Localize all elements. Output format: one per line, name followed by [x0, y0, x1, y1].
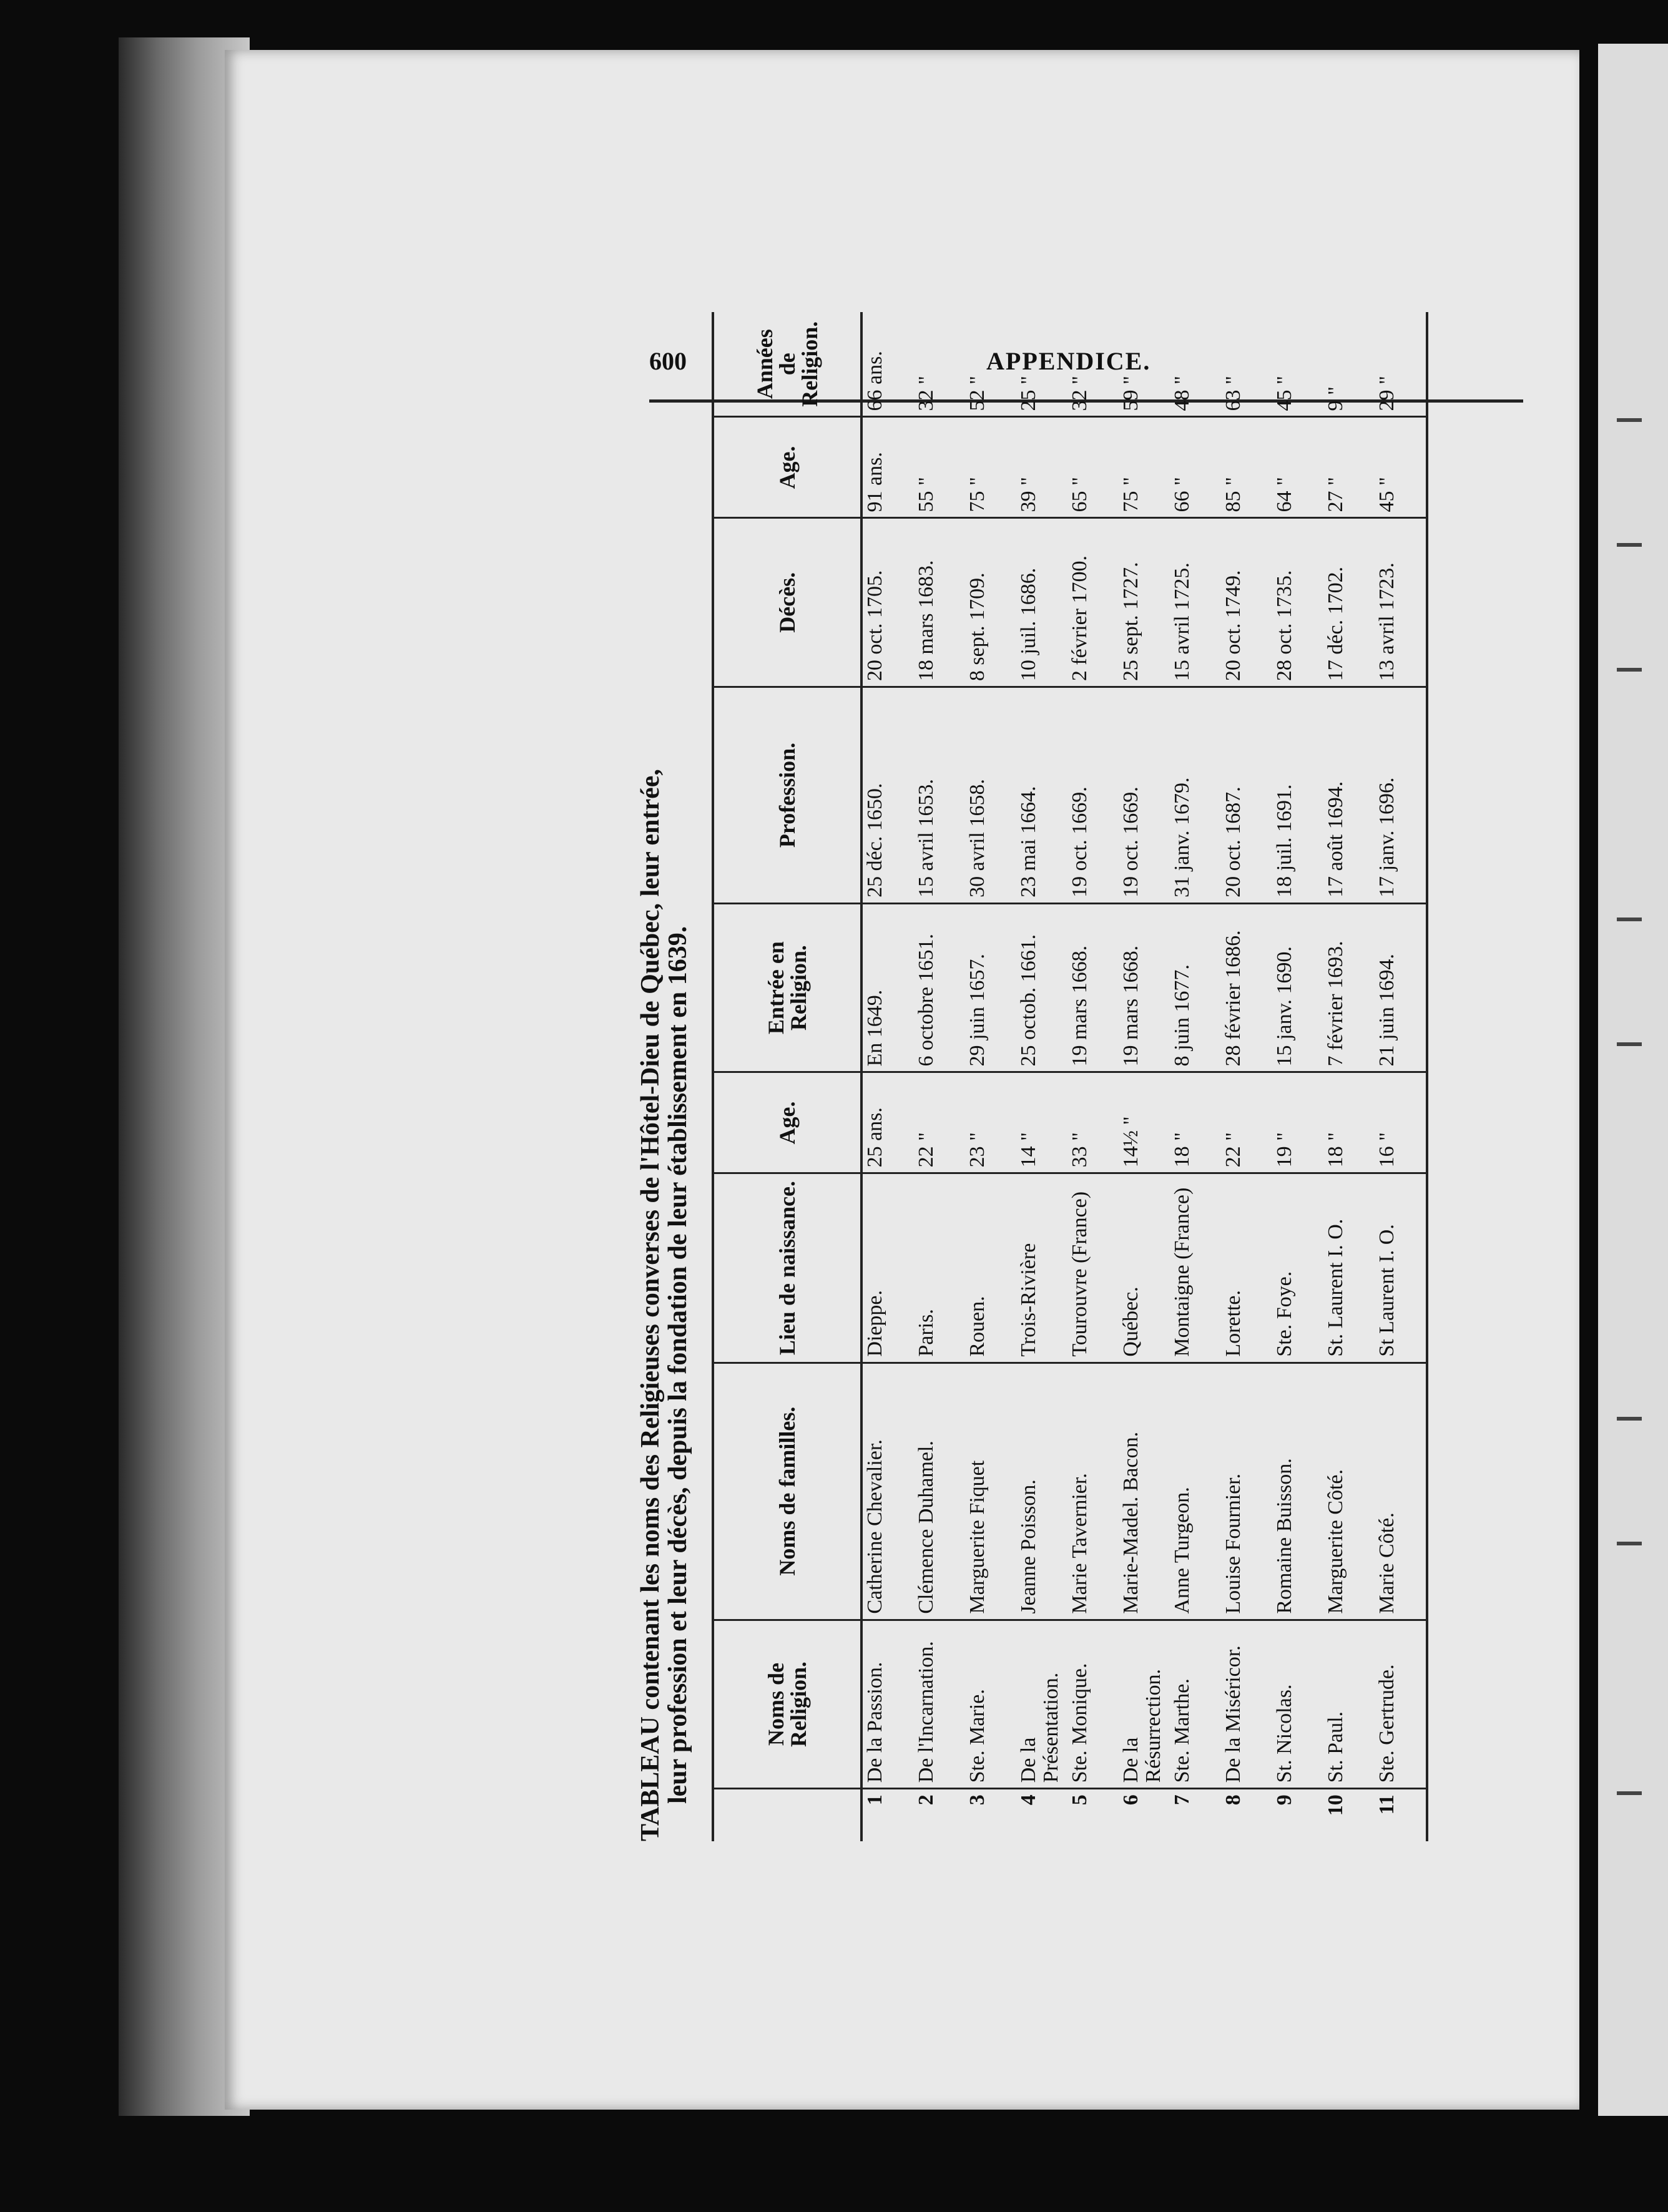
table-row [1272, 312, 1323, 1841]
cell-age-deces: 85 " [1221, 417, 1272, 518]
cell-nom-famille: Louise Fournier. [1221, 1363, 1272, 1620]
cell-annees-religion: 63 " [1222, 376, 1245, 411]
cell-deces: 25 sept. 1727. [1119, 518, 1170, 687]
cell-row-number: 8 [1221, 1789, 1272, 1841]
cell-age-entree: 22 " [914, 1072, 965, 1173]
cell-lieu-naissance: Ste. Foye. [1272, 1173, 1323, 1363]
cell-entree-religion: 28 février 1686. [1221, 903, 1272, 1072]
cell-age-entree: 22 " [1221, 1072, 1272, 1173]
cell-lieu-naissance: Paris. [914, 1173, 965, 1363]
cell-annees-religion: 9 " [1324, 386, 1347, 411]
table-row [965, 312, 1016, 1841]
cell-lieu-naissance: Montaigne (France) [1170, 1173, 1221, 1363]
cell-row-number: 4 [1016, 1789, 1067, 1841]
cell-nom-famille: Marie Côté. [1375, 1363, 1427, 1620]
cell-entree-religion: 8 juin 1677. [1170, 903, 1221, 1072]
caption-line-2: leur profession et leur décès, depuis la fondation de leur établissement en 1639. [664, 926, 692, 1804]
cell-deces: 20 oct. 1705. [861, 518, 914, 687]
cell-entree-religion: 19 mars 1668. [1067, 903, 1119, 1072]
cell-nom-famille: Marie Tavernier. [1067, 1363, 1119, 1620]
cell-entree-religion: 21 juin 1694. [1375, 903, 1427, 1072]
table-row [1170, 312, 1221, 1841]
cell-nom-religion: St. Nicolas. [1272, 1620, 1323, 1789]
cell-annees-religion: 29 " [1375, 376, 1398, 411]
cell-deces: 2 février 1700. [1067, 518, 1119, 687]
col-header-profession: Profession. [713, 687, 861, 904]
cell-deces: 28 oct. 1735. [1272, 518, 1323, 687]
table-row [914, 312, 965, 1841]
cell-deces: 20 oct. 1749. [1221, 518, 1272, 687]
cell-age-entree: 19 " [1272, 1072, 1323, 1173]
cell-row-number: 3 [965, 1789, 1016, 1841]
cell-nom-famille: Marguerite Côté. [1323, 1363, 1375, 1620]
cell-deces: 18 mars 1683. [914, 518, 965, 687]
cell-age-entree: 14½ " [1119, 1072, 1170, 1173]
cell-row-number: 5 [1067, 1789, 1119, 1841]
cell-age-deces: 27 " [1323, 417, 1375, 518]
cell-annees-religion: 32 " [915, 376, 938, 411]
cell-deces: 15 avril 1725. [1170, 518, 1221, 687]
col-header-deces: Décès. [713, 518, 861, 687]
cell-profession: 30 avril 1658. [965, 687, 1016, 904]
cell-annees-religion: 52 " [966, 376, 989, 411]
cell-nom-religion: De la Résurrection. [1119, 1620, 1170, 1789]
cell-deces: 13 avril 1723. [1375, 518, 1427, 687]
table-row [1067, 312, 1119, 1841]
cell-annees-religion: 45 " [1273, 376, 1296, 411]
cell-lieu-naissance: Lorette. [1221, 1173, 1272, 1363]
cell-nom-religion: De la Passion. [861, 1620, 914, 1789]
cell-age-entree: 25 ans. [861, 1072, 914, 1173]
cell-nom-famille: Romaine Buisson. [1272, 1363, 1323, 1620]
cell-profession: 19 oct. 1669. [1067, 687, 1119, 904]
cell-lieu-naissance: Dieppe. [861, 1173, 914, 1363]
cell-nom-religion: De la Présentation. [1016, 1620, 1067, 1789]
cell-age-deces: 91 ans. [861, 417, 914, 518]
cell-lieu-naissance: Trois-Rivière [1016, 1173, 1067, 1363]
cell-age-deces: 75 " [1119, 417, 1170, 518]
cell-nom-famille: Marie-Madel. Bacon. [1119, 1363, 1170, 1620]
cell-entree-religion: 29 juin 1657. [965, 903, 1016, 1072]
cell-row-number: 7 [1170, 1789, 1221, 1841]
cell-nom-religion: De l'Incarnation. [914, 1620, 965, 1789]
cell-profession: 18 juil. 1691. [1272, 687, 1323, 904]
cell-profession: 19 oct. 1669. [1119, 687, 1170, 904]
cell-age-entree: 14 " [1016, 1072, 1067, 1173]
cell-profession: 25 déc. 1650. [861, 687, 914, 904]
col-header-age-deces: Age. [713, 417, 861, 518]
page-number: 600 [649, 347, 687, 375]
cell-nom-famille: Marguerite Fiquet [965, 1363, 1016, 1620]
caption-line-1: TABLEAU contenant les noms des Religieuses converses de l'Hôtel-Dieu de Québec, leur entrée, [636, 769, 665, 1841]
col-header-age: Age. [713, 1072, 861, 1173]
col-header-annees: Années de Religion. [713, 312, 861, 417]
cell-age-entree: 18 " [1323, 1072, 1375, 1173]
cell-deces: 17 déc. 1702. [1323, 518, 1375, 687]
cell-nom-religion: Ste. Monique. [1067, 1620, 1119, 1789]
table-row [1221, 312, 1272, 1841]
table-row [1016, 312, 1067, 1841]
cell-age-entree: 16 " [1375, 1072, 1427, 1173]
cell-age-deces: 75 " [965, 417, 1016, 518]
cell-annees-religion: 25 " [1017, 376, 1040, 411]
rotated-table-block [637, 312, 1523, 1841]
cell-entree-religion: 25 octob. 1661. [1016, 903, 1067, 1072]
cell-row-number: 10 [1323, 1789, 1375, 1841]
cell-entree-religion: 15 janv. 1690. [1272, 903, 1323, 1072]
cell-nom-famille: Anne Turgeon. [1170, 1363, 1221, 1620]
table-row [1119, 312, 1170, 1841]
cell-row-number: 6 [1119, 1789, 1170, 1841]
cell-profession: 31 janv. 1679. [1170, 687, 1221, 904]
table-row [1375, 312, 1427, 1841]
cell-row-number: 2 [914, 1789, 965, 1841]
cell-nom-famille: Jeanne Poisson. [1016, 1363, 1067, 1620]
cell-deces: 8 sept. 1709. [965, 518, 1016, 687]
cell-nom-religion: St. Paul. [1323, 1620, 1375, 1789]
cell-profession: 20 oct. 1687. [1221, 687, 1272, 904]
facing-page-edge [1598, 44, 1668, 2116]
cell-profession: 23 mai 1664. [1016, 687, 1067, 904]
cell-lieu-naissance: St Laurent I. O. [1375, 1173, 1427, 1363]
religieuses-table [712, 312, 1428, 1841]
cell-annees-religion: 59 " [1119, 376, 1142, 411]
cell-profession: 17 août 1694. [1323, 687, 1375, 904]
cell-annees-religion: 32 " [1068, 376, 1091, 411]
cell-age-deces: 66 " [1170, 417, 1221, 518]
cell-entree-religion: 6 octobre 1651. [914, 903, 965, 1072]
table-header-row [713, 312, 861, 1841]
table-row [1323, 312, 1375, 1841]
cell-lieu-naissance: Rouen. [965, 1173, 1016, 1363]
col-header-religion: Noms de Religion. [713, 1620, 861, 1789]
cell-age-deces: 65 " [1067, 417, 1119, 518]
table-caption [637, 406, 692, 1841]
cell-age-entree: 23 " [965, 1072, 1016, 1173]
col-header-lieu: Lieu de naissance. [713, 1173, 861, 1363]
cell-entree-religion: En 1649. [861, 903, 914, 1072]
cell-lieu-naissance: Québec. [1119, 1173, 1170, 1363]
cell-age-deces: 39 " [1016, 417, 1067, 518]
cell-age-deces: 64 " [1272, 417, 1323, 518]
cell-age-deces: 55 " [914, 417, 965, 518]
cell-annees-religion: 48 " [1170, 376, 1194, 411]
cell-deces: 10 juil. 1686. [1016, 518, 1067, 687]
table-row [861, 312, 914, 1841]
cell-profession: 15 avril 1653. [914, 687, 965, 904]
cell-row-number: 1 [861, 1789, 914, 1841]
cell-nom-religion: Ste. Gertrude. [1375, 1620, 1427, 1789]
cell-row-number: 11 [1375, 1789, 1427, 1841]
cell-row-number: 9 [1272, 1789, 1323, 1841]
cell-annees-religion: 66 ans. [863, 351, 886, 411]
cell-nom-religion: Ste. Marie. [965, 1620, 1016, 1789]
col-header-number [713, 1789, 861, 1841]
cell-entree-religion: 19 mars 1668. [1119, 903, 1170, 1072]
cell-nom-religion: Ste. Marthe. [1170, 1620, 1221, 1789]
cell-age-deces: 45 " [1375, 417, 1427, 518]
cell-entree-religion: 7 février 1693. [1323, 903, 1375, 1072]
cell-nom-famille: Clémence Duhamel. [914, 1363, 965, 1620]
cell-nom-religion: De la Miséricor. [1221, 1620, 1272, 1789]
cell-age-entree: 33 " [1067, 1072, 1119, 1173]
running-title: APPENDICE. [986, 347, 1151, 375]
cell-profession: 17 janv. 1696. [1375, 687, 1427, 904]
cell-lieu-naissance: St. Laurent I. O. [1323, 1173, 1375, 1363]
cell-lieu-naissance: Tourouvre (France) [1067, 1173, 1119, 1363]
cell-nom-famille: Catherine Chevalier. [861, 1363, 914, 1620]
cell-age-entree: 18 " [1170, 1072, 1221, 1173]
col-header-entree: Entrée en Religion. [713, 903, 861, 1072]
col-header-famille: Noms de familles. [713, 1363, 861, 1620]
